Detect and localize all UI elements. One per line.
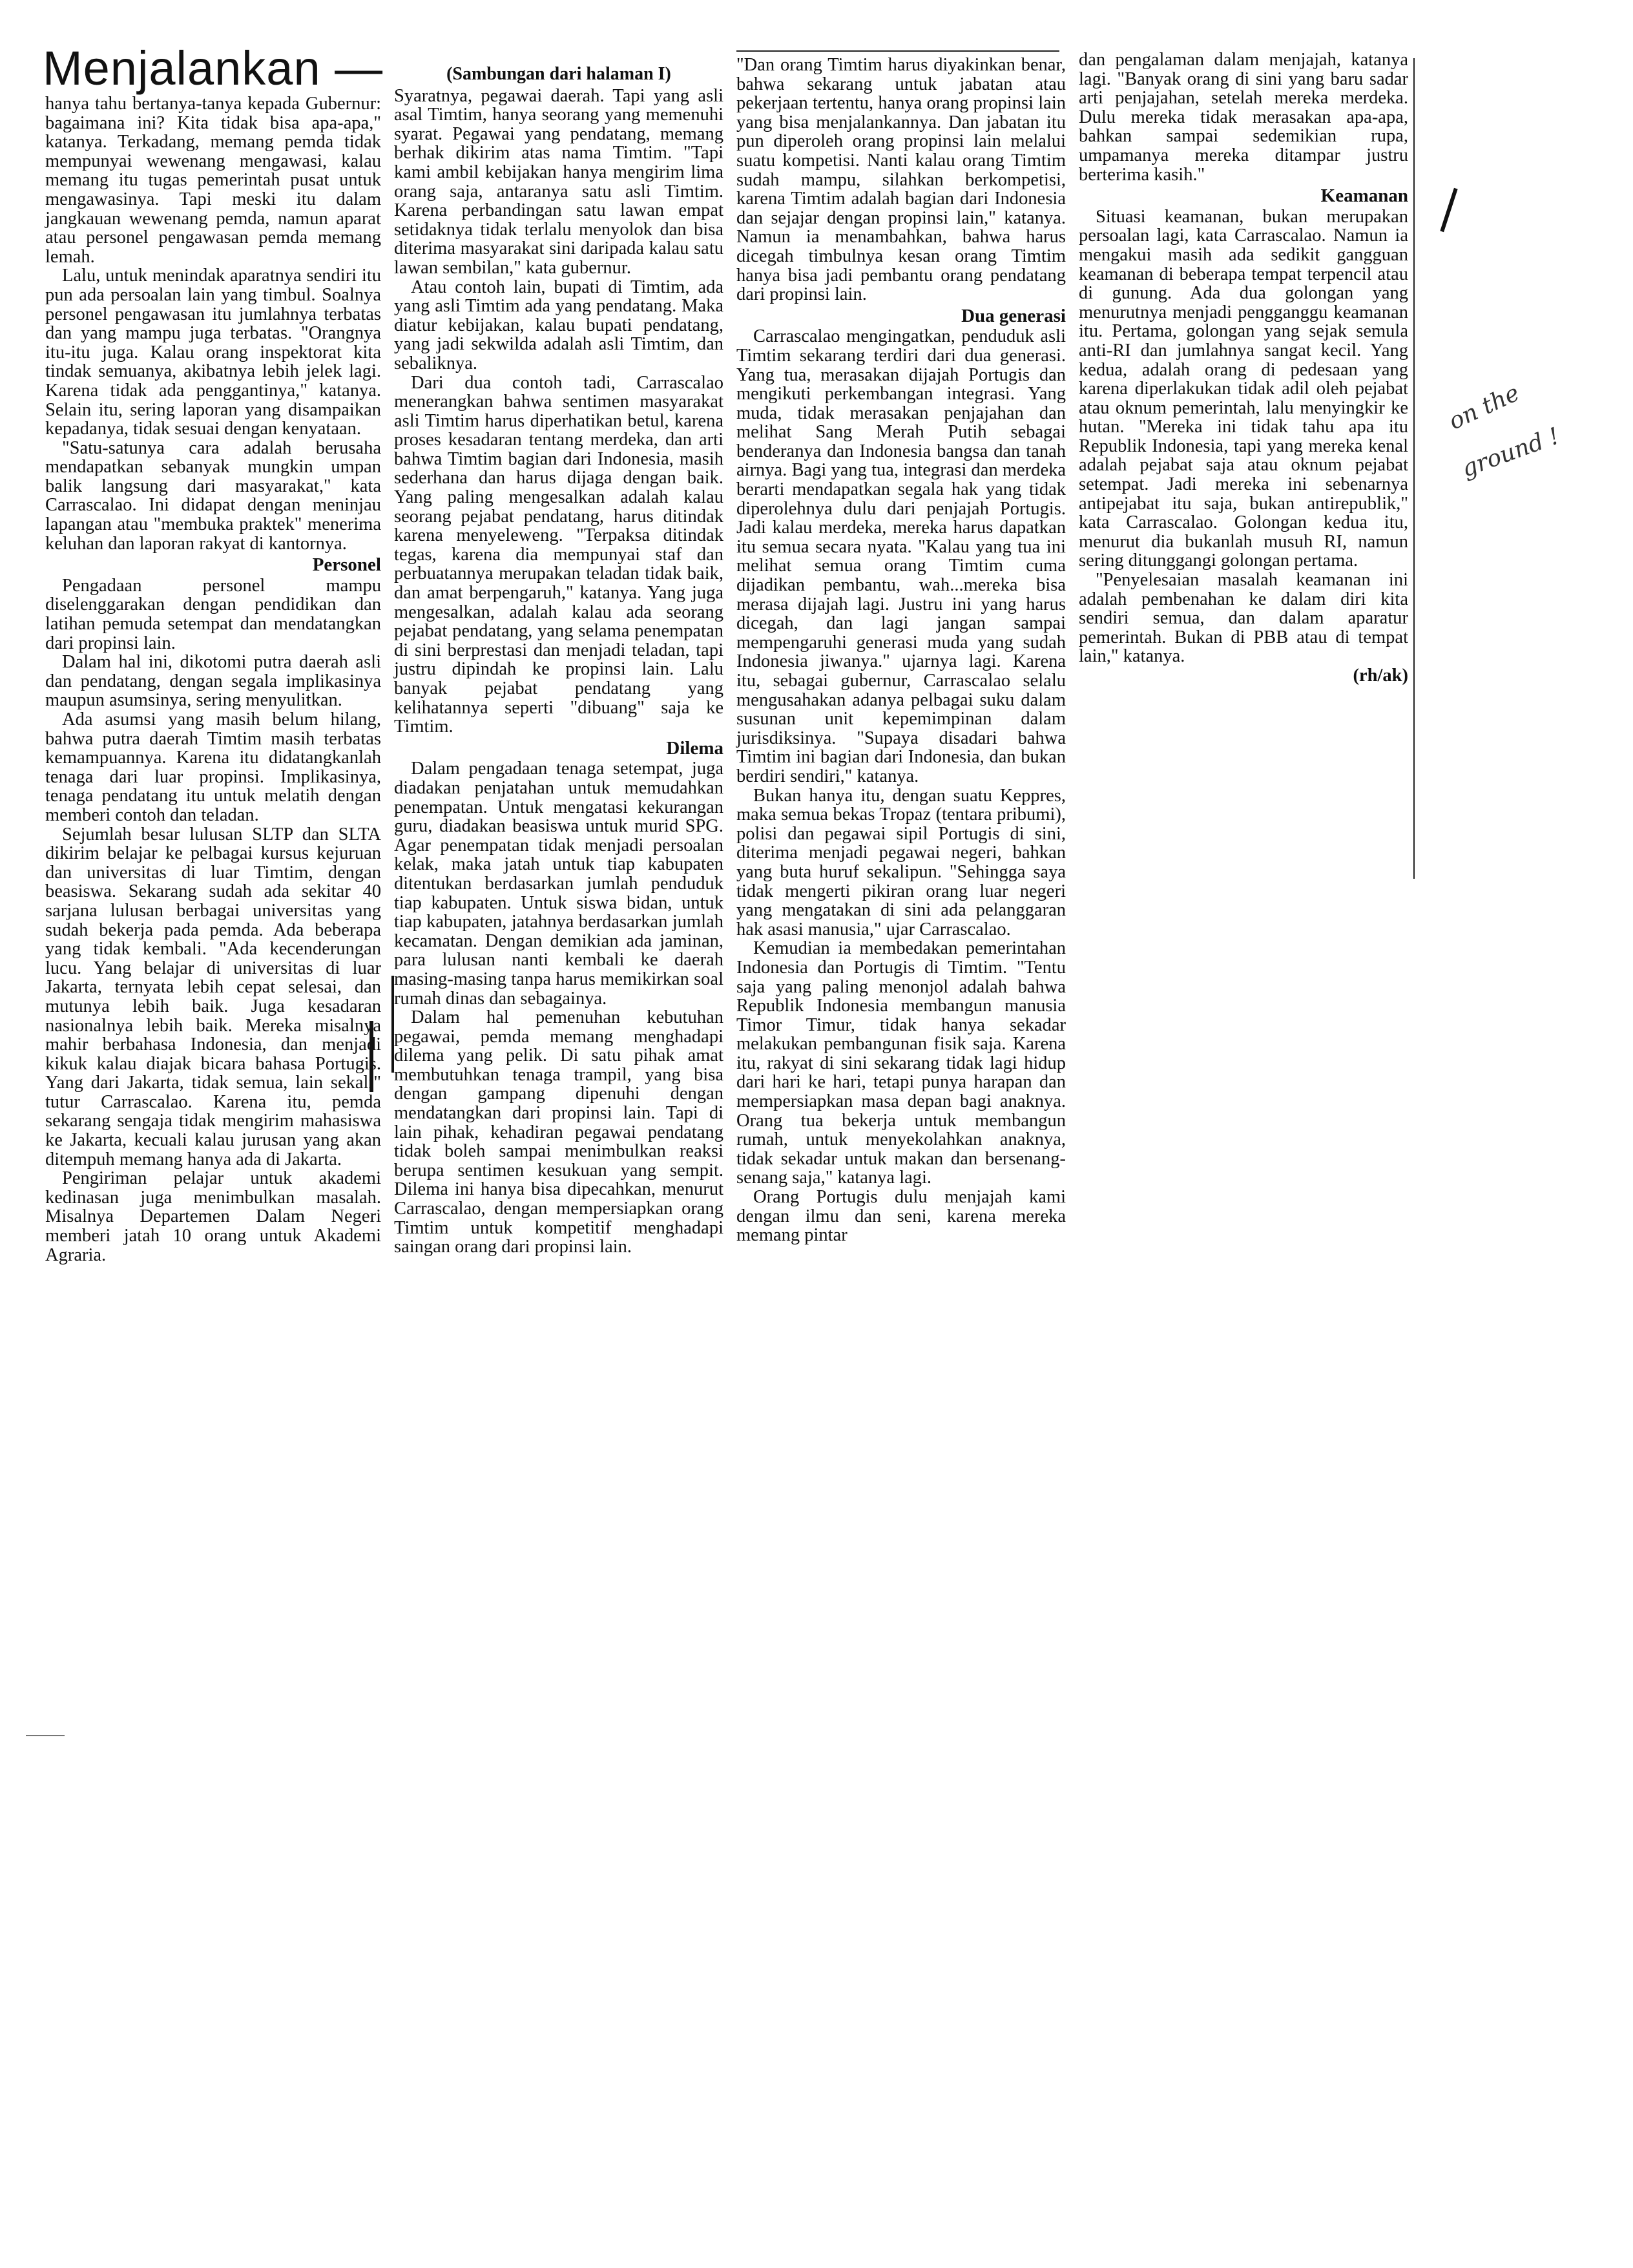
subheading-dua-generasi: Dua generasi bbox=[961, 305, 1066, 326]
column-3 bbox=[736, 56, 1066, 1245]
subheading-keamanan: Keamanan bbox=[1320, 185, 1408, 207]
paragraph: Bukan hanya itu, dengan suatu Keppres, maka semua bekas Tropaz (tentara pribumi), polisi dan pegawai sipil Portugis di sini, diterima menjadi pegawai negeri, bahkan yang buta huruf sekalipun. "Sehingga saya tidak mengerti pikiran orang luar negeri yang mengatakan di sini ada pelanggaran hak asasi manusia," ujar Carrascalao. bbox=[736, 785, 1066, 940]
handwritten-mark bbox=[1440, 188, 1457, 232]
paragraph: Dalam hal ini, dikotomi putra daerah asli dan pendatang, dengan segala implikasinya maupun asumsinya, sering menyulitkan. bbox=[45, 652, 381, 711]
paragraph: Dari dua contoh tadi, Carrascalao menerangkan bahwa sentimen masyarakat asli Timtim harus diperhatikan betul, karena proses kesadaran tentang merdeka, dan arti bahwa Timtim bagian dari Indonesia, masih sederhana dan harus dijaga dengan baik. Yang paling mengesalkan adalah kalau seorang pejabat pendatang, harus ditindak karena menyeleweng. "Terpaksa ditindak tegas, karena dia mempunyai staf dan perbuatannya merupakan teladan tidak baik, dan amat berpengaruh," katanya. Yang juga mengesalkan, adalah kalau ada seorang pejabat pendatang, yang selama penempatan di sini berprestasi dan menjadi teladan, tapi justru dipindah ke propinsi lain. Lalu banyak pejabat pendatang yang kelihatannya seperti "dibuang" saja ke Timtim. bbox=[394, 372, 723, 737]
top-rule-col3 bbox=[736, 50, 1059, 52]
paragraph: Carrascalao mengingatkan, penduduk asli Timtim sekarang terdiri dari dua generasi. Yang tua, merasakan dijajah Portugis dan mengikuti perkembangan integrasi. Yang muda, tidak merasakan penjajahan dan melihat Sang Merah Putih sebagai benderanya dan Indonesia bangsa dan tanah airnya. Bagi yang tua, integrasi dan merdeka berarti mendapatkan segala hak yang tidak diperolehnya dulu dari penjajah Portugis. Jadi kalau merdeka, mereka harus dapatkan itu semua secara nyata. "Kalau yang tua ini melihat semua orang Timtim cuma dijadikan pembantu, wah...mereka bisa merasa dijajah lagi. Justru ini yang harus dicegah, dan lagi jangan sampai mempengaruhi generasi muda yang sudah Indonesia jiwanya." ujarnya lagi. Karena itu, sebagai gubernur, Carrascalao selalu mengusahakan adanya pelbagai suku dalam susunan unit kepemimpinan dalam jurisdiksinya. "Supaya disadari bahwa Timtim ini bagian dari Indonesia, dan bukan berdiri sendiri," katanya. bbox=[736, 326, 1066, 786]
paragraph: Syaratnya, pegawai daerah. Tapi yang asli asal Timtim, hanya seorang yang memenuhi syarat. Pegawai yang pendatang, memang berhak dikirim atas nama Timtim. "Tapi kami ambil kebijakan hanya mengirim lima orang saja, antaranya satu asli Timtim. Karena perbandingan satu lawan empat setidaknya tidak terlalu menyolok dan bisa diterima masyarakat sini daripada kalau satu lawan sembilan," kata gubernur. bbox=[394, 85, 723, 278]
paragraph: Sejumlah besar lulusan SLTP dan SLTA dikirim belajar ke pelbagai kursus kejuruan dan universitas di luar Timtim, dengan beasiswa. Sekarang sudah ada sekitar 40 sarjana lulusan berbagai universitas yang sudah bekerja pada pemda. Ada beberapa yang tidak kembali. "Ada kecenderungan lucu. Yang belajar di universitas di luar Jakarta, ternyata lebih cepat selesai, dan mutunya lebih baik. Juga kesadaran nasionalnya lebih baik. Mereka misalnya mahir berbahasa Indonesia, dan menjadi kikuk kalau diajak bicara bahasa Portugis. Yang dari Jakarta, tidak semua, lain sekali" tutur Carrascalao. Karena itu, pemda sekarang sengaja tidak mengirim mahasiswa ke Jakarta, kecuali kalau jurusan yang akan ditempuh memang hanya ada di Jakarta. bbox=[45, 824, 381, 1170]
paragraph: Pengadaan personel mampu diselenggarakan dengan pendidikan dan latihan pemuda setempat dan mendatangkan dari propinsi lain. bbox=[45, 575, 381, 653]
headline: Menjalankan — bbox=[43, 41, 384, 95]
column-1 bbox=[45, 94, 381, 1265]
paragraph: Lalu, untuk menindak aparatnya sendiri itu pun ada persoalan lain yang timbul. Soalnya personel pengawasan itu jumlahnya terbatas dan yang mampu juga terbatas. "Orangnya itu-itu juga. Kalau orang inspektorat kita tindak semuanya, akibatnya lebih jelek lagi. Karena tidak ada penggantinya," katanya. Selain itu, sering laporan yang disampaikan kepadanya, tidak sesuai dengan kenyataan. bbox=[45, 266, 381, 439]
paragraph: Orang Portugis dulu menjajah kami dengan ilmu dan seni, karena mereka memang pintar bbox=[736, 1187, 1066, 1246]
handwritten-note: ground ! bbox=[1458, 423, 1563, 483]
vertical-rule-right bbox=[1413, 58, 1415, 879]
author-sign: (rh/ak) bbox=[1353, 666, 1408, 686]
paragraph: "Dan orang Timtim harus diyakinkan benar, bahwa sekarang untuk jabatan atau pekerjaan tertentu, hanya orang propinsi lain yang bisa menjalankannya. Dan jabatan itu pun diperoleh orang propinsi lain melalui suatu kompetisi. Nanti kalau orang Timtim sudah mampu, silahkan berkompetisi, karena Timtim adalah bagian dari Indonesia dan sejajar dengan propinsi lain," katanya. Namun ia menambahkan, bahwa harus dicegah timbulnya kesan orang Timtim hanya bisa jadi pembantu orang pendatang dari propinsi lain. bbox=[736, 55, 1066, 305]
paragraph: hanya tahu bertanya-tanya kepada Gubernur: bagaimana ini? Kita tidak bisa apa-apa," katanya. Terkadang, memang pemda tidak mempunyai wewenang mengawasi, kalau memang itu tugas pemerintah pusat untuk mengawasinya. Tapi meski itu dalam jangkauan wewenang pemda, namun aparat atau personel pengawasan pemda memang lemah. bbox=[45, 94, 381, 267]
paragraph: Pengiriman pelajar untuk akademi kedinasan juga menimbulkan masalah. Misalnya Departemen Dalam Negeri memberi jatah 10 orang untuk Akademi Agraria. bbox=[45, 1168, 381, 1265]
column-4 bbox=[1079, 50, 1408, 686]
handwritten-mark bbox=[391, 976, 394, 1073]
paragraph: "Penyelesaian masalah keamanan ini adalah pembenahan ke dalam diri kita sendiri semua, dan dalam aparatur pemerintah. Bukan di PBB atau di tempat lain," katanya. bbox=[1079, 570, 1408, 667]
paragraph: "Satu-satunya cara adalah berusaha mendapatkan sebanyak mungkin umpan balik langsung dari masyarakat," kata Carrascalao. Ini didapat dengan meninjau lapangan atau "membuka praktek" menerima keluhan dan laporan rakyat di kantornya. bbox=[45, 437, 381, 554]
paragraph: dan pengalaman dalam menjajah, katanya lagi. "Banyak orang di sini yang baru sadar arti penjajahan, setelah mereka merdeka. Dulu mereka tidak merasakan apa-apa, bahkan sampai sedemikian rupa, umpamanya mereka ditampar justru berterima kasih." bbox=[1079, 50, 1408, 185]
bottom-scrap-line bbox=[26, 1735, 65, 1736]
byline-container bbox=[1079, 666, 1408, 686]
paragraph: Atau contoh lain, bupati di Timtim, ada yang asli Timtim ada yang pendatang. Maka diatur kebijakan, kalau bupati pendatang, yang jadi sekwilda adalah asli Timtim, dan sebaliknya. bbox=[394, 277, 723, 373]
paragraph: Dalam hal pemenuhan kebutuhan pegawai, pemda memang menghadapi dilema yang pelik. Di satu pihak amat membutuhkan tenaga trampil, yang bisa dengan gampang dipenuhi dengan mendatangkan dari propinsi lain. Tapi di lain pihak, kehadiran pegawai pendatang tidak boleh sampai menimbulkan reaksi berupa sentimen kesukuan yang sempit. Dilema ini hanya bisa dipecahkan, menurut Carrascalao, dengan mempersiapkan orang Timtim untuk kompetitif menghadapi saingan orang dari propinsi lain. bbox=[394, 1007, 723, 1257]
handwritten-note: on the bbox=[1444, 379, 1524, 436]
continuation-note: (Sambungan dari halaman I) bbox=[446, 64, 671, 84]
paragraph: Situasi keamanan, bukan merupakan persoalan lagi, kata Carrascalao. Namun ia mengakui masih ada sedikit gangguan keamanan di beberapa tempat terpencil atau di gunung. Ada dua golongan yang menurutnya menjadi pengganggu keamanan itu. Pertama, golongan yang sejak semula anti-RI dan jumlahnya sangat kecil. Yang kedua, adalah orang di pedesaan yang karena diperlakukan tidak adil oleh pejabat atau oknum pemerintah, lalu menyingkir ke hutan. "Mereka ini tidak tahu apa itu Republik Indonesia, tapi yang mereka kenal adalah pejabat saja atau oknum pejabat setempat. Jadi mereka ini sebenarnya antipejabat itu saja, bukan antirepublik," kata Carrascalao. Golongan kedua itu, menurut dia bukanlah musuh RI, namun sering ditunggangi golongan pertama. bbox=[1079, 206, 1408, 571]
subheading-dilema: Dilema bbox=[666, 737, 723, 759]
paragraph: Kemudian ia membedakan pemerintahan Indonesia dan Portugis di Timtim. "Tentu saja yang paling menonjol adalah bahwa Republik Indonesia membangun manusia Timor Timur, tidak hanya sekadar melakukan pembangunan fisik saja. Karena itu, rakyat di sini sekarang tidak lagi hidup dari hari ke hari, tetapi punya harapan dan mempersiapkan masa depan bagi anaknya. Orang tua bekerja untuk membangun rumah, untuk menyekolahkan anaknya, tidak sekadar untuk makan dan bersenang-senang saja," katanya lagi. bbox=[736, 938, 1066, 1188]
subheading-personel: Personel bbox=[312, 554, 381, 576]
column-2 bbox=[394, 65, 723, 1257]
paragraph: Ada asumsi yang masih belum hilang, bahwa putra daerah Timtim masih terbatas kemampuannya. Karena itu didatangkanlah tenaga dari luar propinsi. Implikasinya, tenaga pendatang itu untuk melatih dengan memberi contoh dan teladan. bbox=[45, 709, 381, 825]
paragraph: Dalam pengadaan tenaga setempat, juga diadakan penjatahan untuk memudahkan penempatan. Untuk mengatasi kekurangan guru, diadakan beasiswa untuk murid SPG. Agar penempatan tidak menjadi persoalan kelak, maka jatah untuk tiap kabupaten ditentukan berdasarkan jumlah penduduk tiap kabupaten. Untuk siswa bidan, untuk tiap kabupaten, jatahnya berdasarkan jumlah kecamatan. Dengan demikian ada jaminan, para lulusan nanti kembali ke daerah masing-masing tanpa harus memikirkan soal rumah dinas dan sebagainya. bbox=[394, 759, 723, 1009]
handwritten-mark bbox=[369, 1021, 373, 1092]
